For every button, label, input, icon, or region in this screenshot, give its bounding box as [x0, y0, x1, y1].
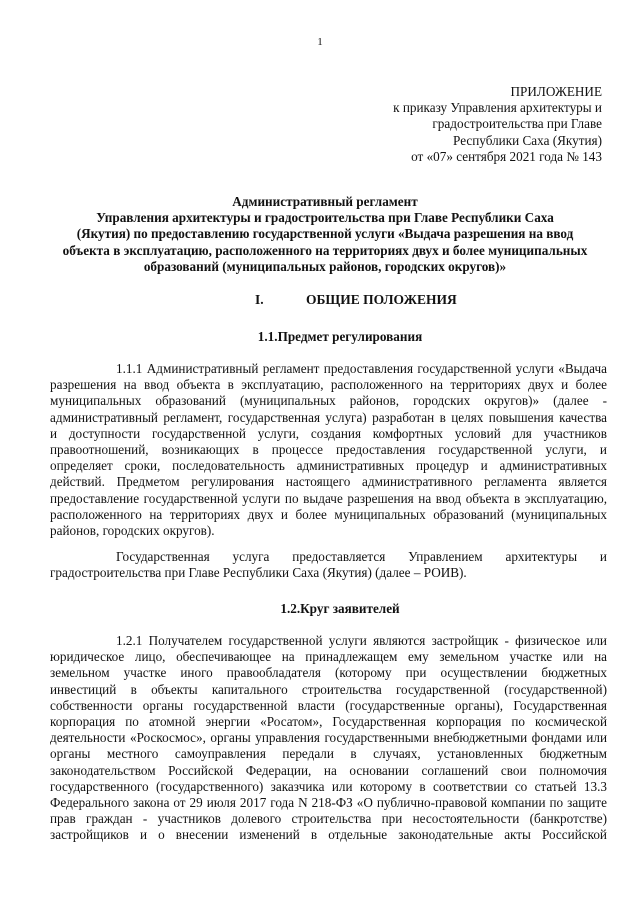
- text-line: Государственная услуга предоставляется Управлением архитектуры и: [116, 549, 607, 564]
- section-number: I.: [255, 292, 264, 307]
- text-line: законодательством Российской Федерации, на основании соглашений свои полномочия: [50, 762, 607, 778]
- appendix-block: [393, 84, 602, 165]
- paragraph-1-2-1: [50, 633, 607, 844]
- title-line: Управления архитектуры и градостроительства при Главе Республики Саха: [96, 210, 554, 226]
- text-line: разрешения на ввод объекта в эксплуатацию, расположенного на территориях двух и более: [50, 377, 607, 393]
- appendix-line: Республики Саха (Якутия): [453, 132, 602, 148]
- section-title-text: ОБЩИЕ ПОЛОЖЕНИЯ: [306, 292, 457, 307]
- appendix-line: к приказу Управления архитектуры и: [393, 100, 602, 116]
- text-line: районов, городских округов).: [50, 523, 215, 539]
- subsection-heading: 1.2.Круг заявителей: [280, 601, 400, 616]
- document-title: [40, 194, 610, 275]
- text-line: прав граждан - участников долевого строительства при несостоятельности (банкротстве): [50, 811, 607, 827]
- text-line: расположенного на территориях двух и более муниципальных образований (муниципальных: [50, 506, 607, 522]
- text-line: административный регламент, государственная услуга) разработан в целях повышения качества: [50, 409, 607, 425]
- paragraph-1-1-1: [50, 361, 607, 539]
- title-line: образований (муниципальных районов, городских округов)»: [143, 258, 507, 274]
- text-line: застройщиков и о внесении изменений в отдельные законодательные акты Российской: [50, 827, 607, 843]
- text-line: деятельности «Роскосмос», органы управления государственными внебюджетными фондами или: [50, 730, 607, 746]
- text-line: действий. Предметом регулирования настоящего административного регламента является: [50, 474, 607, 490]
- text-line: определяет сроки, последовательность административных процедур и административных: [50, 458, 607, 474]
- paragraph-1-1-2: [50, 549, 607, 581]
- text-line: корпорация по атомной энергии «Росатом», Государственная корпорация по космической: [50, 714, 607, 730]
- text-line: правоотношений, возникающих в процессе предоставления государственной услуги, и: [50, 442, 607, 458]
- subsection-heading: 1.1.Предмет регулирования: [257, 329, 423, 344]
- text-line: 1.2.1 Получателем государственной услуги являются застройщик - физическое или: [116, 633, 607, 648]
- appendix-line: от «07» сентября 2021 года № 143: [411, 148, 602, 164]
- text-line: градостроительства при Главе Республики Саха (Якутия) (далее – РОИВ).: [50, 565, 467, 581]
- text-line: земельном участке иного правообладателя (которому при осуществлении бюджетных: [50, 665, 607, 681]
- text-line: юридическое лицо, обеспечивающее на принадлежащем ему земельном участке или на: [50, 649, 607, 665]
- title-line: объекта в эксплуатацию, расположенного на территориях двух и более муниципальных: [62, 242, 588, 258]
- text-line: предоставление государственной услуги по выдаче разрешения на ввод объекта в эксплуатацию,: [50, 490, 607, 506]
- text-line: инвестиций в объекты капитального строительства государственной (государственной): [50, 681, 607, 697]
- text-line: муниципальных образований (муниципальных районов, городских округов)» (далее -: [50, 393, 607, 409]
- text-line: Федерального закона от 29 июля 2017 года N 218-ФЗ «О публично-правовой компании по защите: [50, 795, 607, 811]
- title-line: (Якутия) по предоставлению государственной услуги «Выдача разрешения на ввод: [76, 226, 574, 242]
- appendix-line: ПРИЛОЖЕНИЕ: [510, 84, 602, 99]
- page-number: 1: [317, 36, 323, 48]
- appendix-line: градостроительства при Главе: [432, 116, 602, 132]
- text-line: собственности органы государственной власти (государственные органы), Государственная: [50, 697, 607, 713]
- text-line: 1.1.1 Административный регламент предоставления государственной услуги «Выдача: [116, 361, 607, 376]
- title-line: Административный регламент: [232, 194, 418, 209]
- text-line: органы местного самоуправления передали в случаях, установленных бюджетным: [50, 746, 607, 762]
- text-line: и доступности государственной услуги, создания комфортных условий для участников: [50, 425, 607, 441]
- text-line: государственного (государственного) заказчика или которому в соответствии со статьей 13.3: [50, 778, 607, 794]
